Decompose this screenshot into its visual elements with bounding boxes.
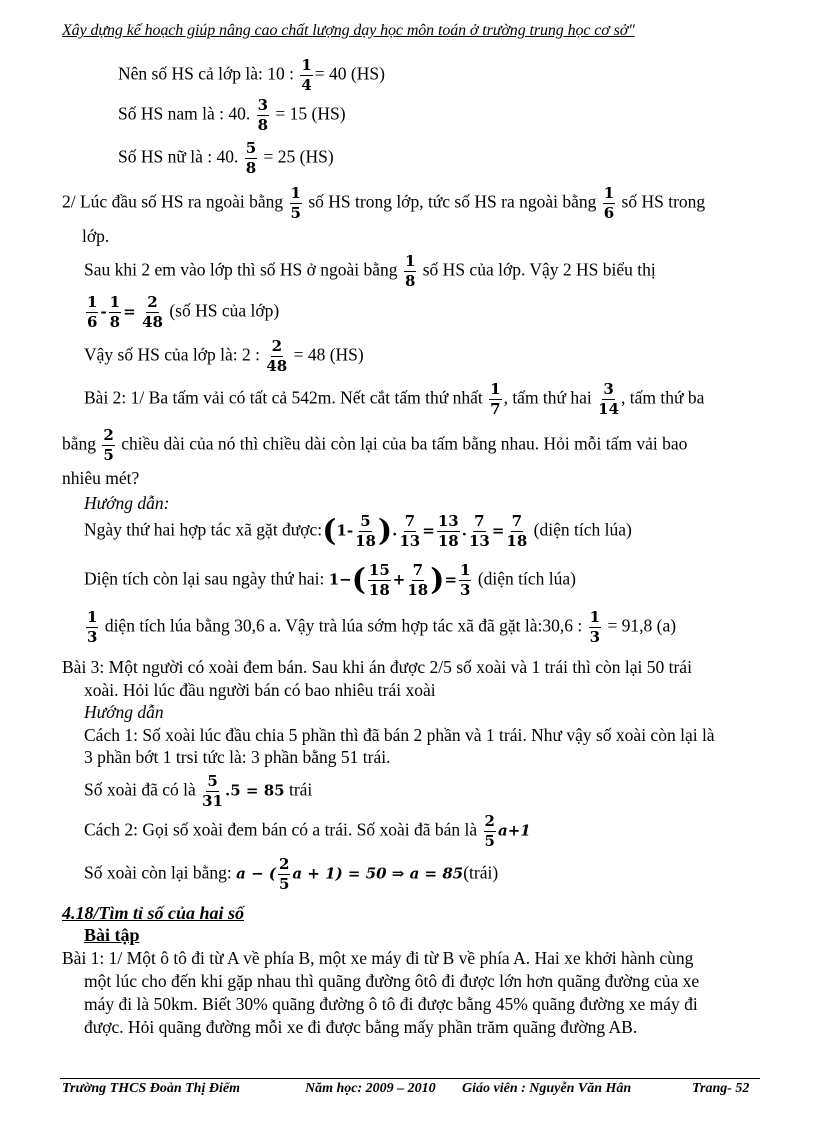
fraction-1-6: $\frac{1}{6}$	[603, 184, 615, 222]
line-class-total: Nên số HS cả lớp là: 10 : $\frac{1}{4}$ = 40 (HS)	[118, 56, 385, 94]
line-after-two: Sau khi 2 em vào lớp thì số HS ở ngoài bằng $\frac{1}{8}$ số HS của lớp. Vậy 2 HS biểu thị	[84, 252, 656, 290]
guide-label-2: Hướng dẫn	[84, 702, 164, 722]
footer-school: Trường THCS Đoàn Thị Điểm	[62, 1081, 240, 1096]
line-problem-2: 2/ Lúc đầu số HS ra ngoài bằng $\frac{1}{5}$ số HS trong lớp, tức số HS ra ngoài bằng $\frac{1}{6}$ số HS trong	[62, 184, 706, 222]
line-exercise-3: Bài 3: Một người có xoài đem bán. Sau khi án được 2/5 số xoài và 1 trái thì còn lại 50 trái	[62, 657, 692, 677]
line-rice-area: $\frac{1}{3}$ diện tích lúa bằng 30,6 a. Vậy trà lúa sớm hợp tác xã đã gặt là:30,6 : $\frac{1}{3}$ = 91,8 (a)	[87, 608, 677, 646]
fraction-3-14: $\frac{3}{14}$	[598, 380, 620, 418]
fraction-2-5: $\frac{2}{5}$	[103, 426, 114, 464]
line-method-2: Cách 2: Gọi số xoài đem bán có a trái. Số xoài đã bán là $\frac{2}{5}$ a+1	[84, 812, 531, 850]
guide-label: Hướng dẫn:	[84, 493, 170, 513]
line-girls: Số HS nữ là : 40. $\frac{5}{8}$ = 25 (HS)	[118, 139, 334, 177]
line-ex1-2: một lúc cho đến khi gặp nhau thì quãng đường ôtô đi được lớn hơn quãng đường của xe	[84, 971, 700, 991]
line-ex1-3: máy đi là 50km. Biết 30% quãng đường ô tô đi được bằng 45% quãng đường xe máy đi	[84, 994, 698, 1014]
exercise-heading: Bài tập	[84, 925, 140, 945]
line-exercise-2: Bài 2: 1/ Ba tấm vải có tất cả 542m. Nết cắt tấm thứ nhất $\frac{1}{7}$ , tấm thứ hai $\frac{3}{14}$ , tấm thứ ba	[84, 380, 705, 418]
line-class-count: Vậy số HS của lớp là: 2 : $\frac{2}{48}$ = 48 (HS)	[84, 337, 364, 375]
line-remaining-area: Diện tích còn lại sau ngày thứ hai: 1−( $\frac{15}{18}$ + $\frac{7}{18}$ )= $\frac{1}{3}$ (diện tích lúa)	[84, 561, 576, 599]
fraction-1-4: $\frac{1}{4}$	[301, 56, 312, 94]
line-ex1-4: được. Hỏi quãng đường mỗi xe đi được bằng mấy phần trăm quãng đường AB.	[84, 1017, 638, 1037]
line-mango-count: Số xoài đã có là $\frac{5}{31}$ .5 = 85 trái	[84, 772, 313, 810]
line-lop: lớp.	[82, 226, 110, 246]
line-boys: Số HS nam là : 40. $\frac{3}{8}$ = 15 (HS)	[118, 96, 346, 134]
line-exercise-2-cont: bằng $\frac{2}{5}$ chiều dài của nó thì chiều dài còn lại của ba tấm bằng nhau. Hỏi mỗi tấm vải bao	[62, 426, 688, 464]
line-difference: $\frac{1}{6}$ - $\frac{1}{8}$ = $\frac{2}{48}$ (số HS của lớp)	[87, 293, 280, 331]
fraction-1-8: $\frac{1}{8}$	[404, 252, 416, 290]
footer-year: Năm học: 2009 – 2010	[305, 1081, 436, 1096]
line-ex1-1: Bài 1: 1/ Một ô tô đi từ A về phía B, một xe máy đi từ B về phía A. Hai xe khởi hành cùng	[62, 948, 694, 968]
footer-teacher: Giáo viên : Nguyễn Văn Hân	[462, 1081, 632, 1096]
fraction-3-8: $\frac{3}{8}$	[257, 96, 269, 134]
fraction-5-8: $\frac{5}{8}$	[245, 139, 257, 177]
line-how-many: nhiêu mét?	[62, 468, 140, 488]
page-header: Xây dựng kế hoạch giúp nâng cao chất lượng dạy học môn toán ở trường trung học cơ sở"	[62, 22, 635, 39]
line-mango-remaining: Số xoài còn lại bằng: a − ( $\frac{2}{5}$ a + 1) = 50 ⇒ a = 85(trái)	[84, 855, 499, 893]
section-heading: 4.18/Tìm tỉ số của hai số	[62, 903, 245, 923]
line-second-day: Ngày thứ hai hợp tác xã gặt được:(1- $\frac{5}{18}$ ). $\frac{7}{13}$ = $\frac{13}{18}$ . $\frac{7}{13}$ = $\frac{7}{18}$ (diện tích lúa)	[84, 512, 632, 550]
line-exercise-3-cont: xoài. Hỏi lúc đầu người bán có bao nhiêu trái xoài	[84, 680, 436, 700]
footer-page: Trang- 52	[692, 1081, 750, 1096]
line-method-1: Cách 1: Số xoài lúc đầu chia 5 phần thì đã bán 2 phần và 1 trái. Như vậy số xoài còn lại là	[84, 725, 715, 745]
footer-rule	[60, 1078, 760, 1079]
fraction-1-5: $\frac{1}{5}$	[290, 184, 301, 222]
line-method-1-cont: 3 phần bớt 1 trsi tức là: 3 phần bằng 51 trái.	[84, 747, 391, 767]
fraction-1-7: $\frac{1}{7}$	[490, 380, 501, 418]
